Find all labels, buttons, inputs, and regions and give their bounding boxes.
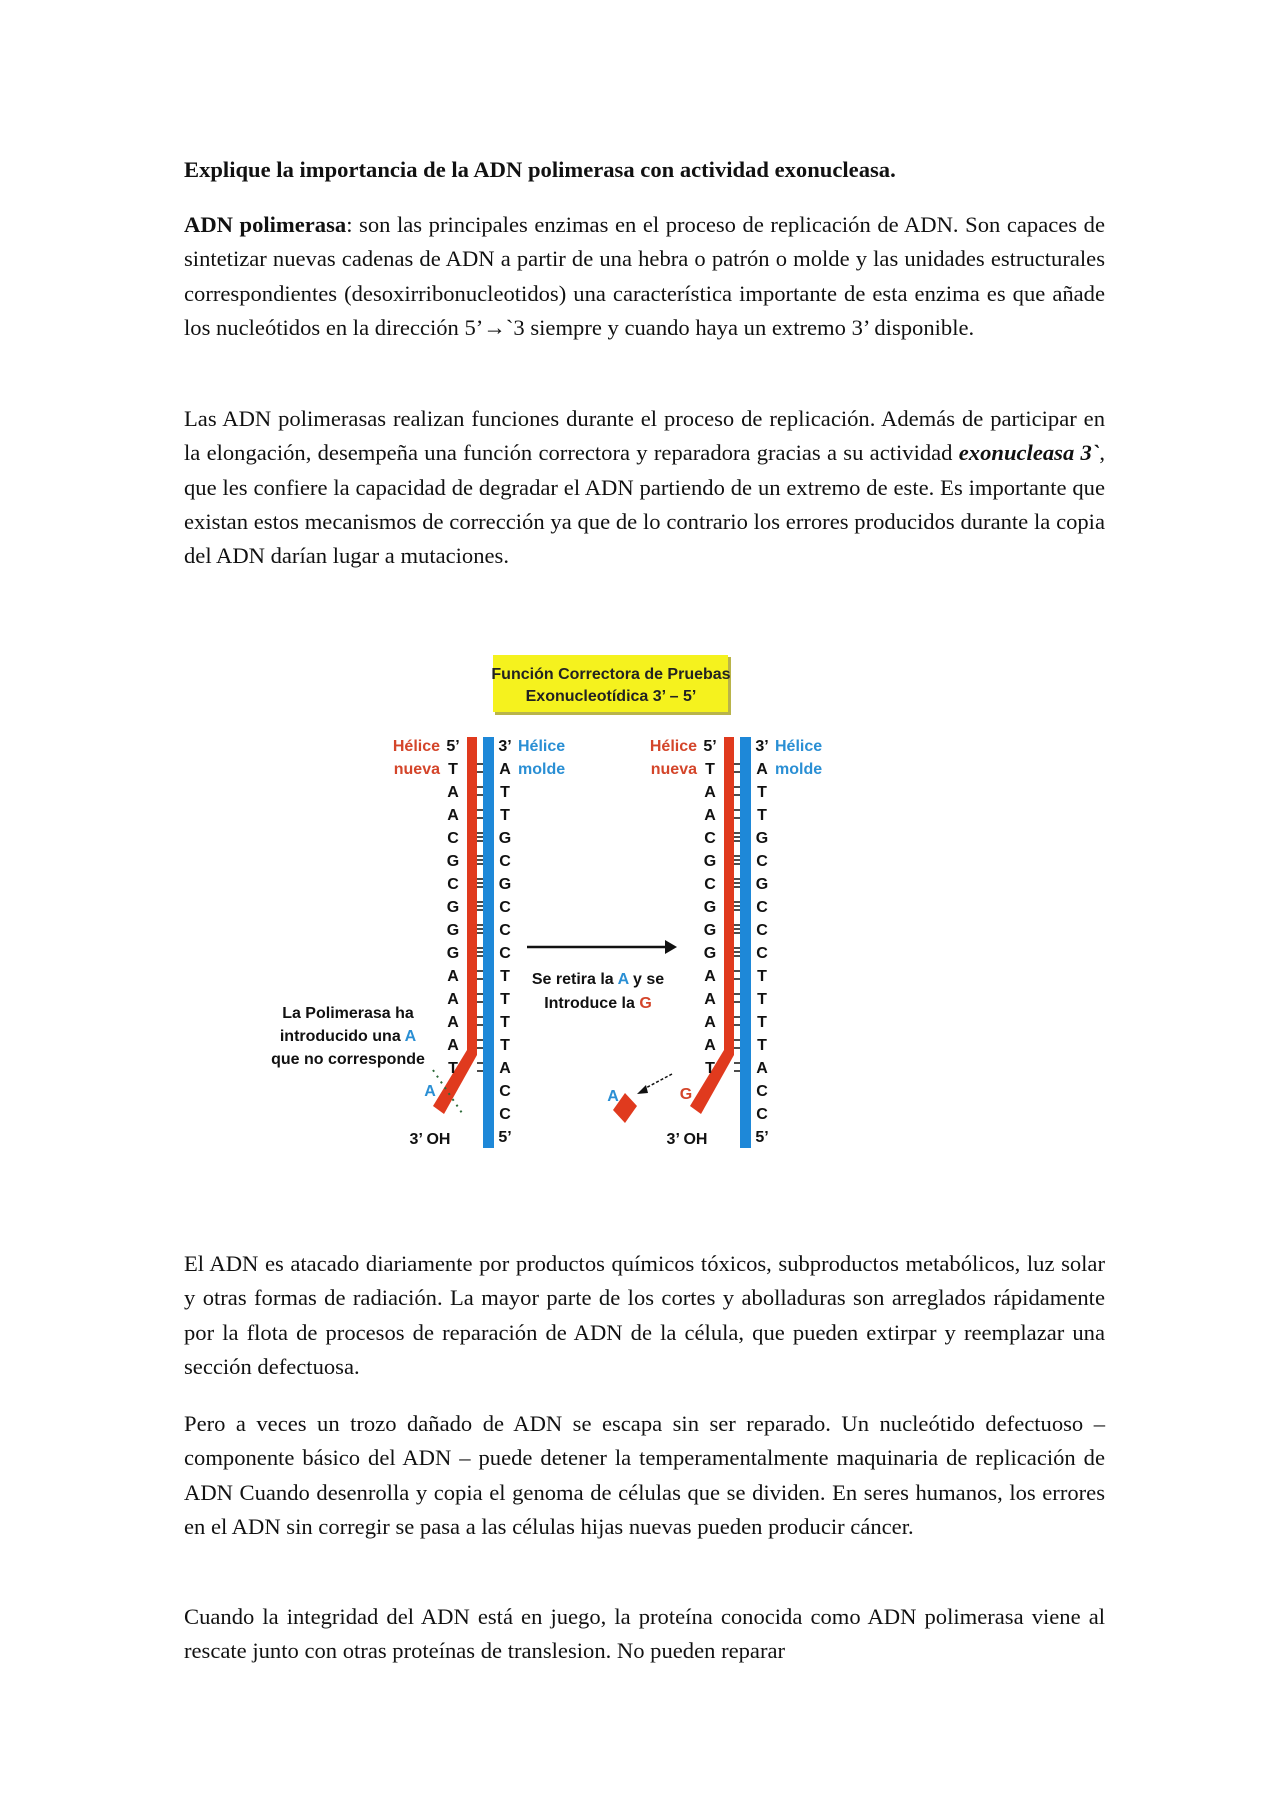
template-strand-base: T	[500, 1037, 510, 1054]
template-strand-base: T	[500, 807, 510, 824]
new-strand-base: T	[705, 761, 715, 778]
new-strand-base: 5’	[703, 738, 717, 755]
wrong-base-label: A	[424, 1083, 436, 1100]
template-strand-base: T	[757, 991, 767, 1008]
new-strand-base: A	[447, 968, 459, 985]
question-title: Explique la importancia de la ADN polimerasa con actividad exonucleasa.	[184, 157, 896, 182]
new-strand-base: A	[704, 1037, 716, 1054]
caption-middle-line-2: Introduce la G	[544, 995, 652, 1012]
new-strand-base: C	[447, 830, 459, 847]
template-strand-base: T	[500, 784, 510, 801]
new-strand-base: T	[448, 761, 458, 778]
new-strand-base: G	[446, 945, 460, 962]
template-strand-base: C	[499, 1083, 511, 1100]
new-strand-base: A	[447, 1014, 459, 1031]
new-strand-base: A	[704, 991, 716, 1008]
template-strand-base: C	[756, 899, 768, 916]
new-strand-base: C	[447, 876, 459, 893]
new-strand-base: 5’	[446, 738, 460, 755]
correct-base-label: G	[679, 1086, 693, 1103]
new-helix-label: nueva	[650, 761, 697, 778]
template-strand-base: C	[499, 945, 511, 962]
template-strand-base: T	[757, 784, 767, 801]
three-prime-oh-label: 3’ OH	[409, 1131, 451, 1148]
template-strand-base: T	[500, 991, 510, 1008]
template-strand	[740, 737, 751, 1148]
caption-left-line-1: La Polimerasa ha	[282, 1005, 414, 1022]
caption-middle-line-1: Se retira la A y se	[531, 971, 665, 988]
template-strand-base: T	[757, 807, 767, 824]
template-strand-base: G	[755, 876, 769, 893]
paragraph-text: , que les confiere la capacidad de degradar el ADN partiendo de un extremo de este. Es importante que existan estos mecanismos de corrección ya que de lo contrario los errores producidos durante la copia del ADN darían lugar a mutaciones.	[184, 440, 1105, 569]
new-strand-base: A	[447, 807, 459, 824]
new-helix-label: Hélice	[392, 738, 440, 755]
template-strand-base: C	[756, 922, 768, 939]
template-strand-base: G	[498, 876, 512, 893]
template-strand-base: C	[499, 899, 511, 916]
emphasis: exonucleasa 3`	[958, 440, 1100, 466]
template-strand-base: A	[756, 1060, 768, 1077]
paragraph-5: Cuando la integridad del ADN está en juego, la proteína conocida como ADN polimerasa viene al rescate junto con otras proteínas de translesion. No pueden reparar	[184, 1604, 1105, 1664]
template-helix-label: Hélice	[518, 738, 566, 755]
template-helix-label: molde	[518, 761, 566, 778]
paragraph-3: El ADN es atacado diariamente por productos químicos tóxicos, subproductos metabólicos, luz solar y otras formas de radiación. La mayor parte de los cortes y abolladuras son arreglados rápidamente por la flota de procesos de reparación de ADN de la célula, que pueden extirpar y reemplazar una sección defectuosa.	[184, 1251, 1105, 1379]
template-strand-base: C	[756, 945, 768, 962]
template-strand-base: G	[498, 830, 512, 847]
new-strand-base: G	[446, 853, 460, 870]
new-strand-base: A	[704, 968, 716, 985]
template-strand-base: C	[756, 853, 768, 870]
new-strand-base: A	[704, 807, 716, 824]
template-strand-base: T	[757, 968, 767, 985]
template-strand-base: G	[755, 830, 769, 847]
template-strand-base: 5’	[498, 1129, 512, 1146]
new-strand-base: G	[703, 922, 717, 939]
template-strand-base: 3’	[498, 738, 512, 755]
new-strand-base: C	[704, 830, 716, 847]
figure-title-line-2: Exonucleotídica 3’ – 5’	[525, 688, 697, 705]
template-strand-base: T	[500, 968, 510, 985]
paragraph-text: : son las principales enzimas en el proceso de replicación de ADN. Son capaces de sintetizar nuevas cadenas de ADN a partir de una hebra o patrón o molde y las unidades estructurales correspondientes (desoxirribonucleotidos) una característica importante de esta enzima es que añade los nucleótidos en la dirección	[184, 212, 1105, 340]
new-strand-base: G	[703, 899, 717, 916]
template-strand-base: 3’	[755, 738, 769, 755]
template-strand	[483, 737, 494, 1148]
new-strand-base: A	[447, 784, 459, 801]
term: ADN polimerasa	[184, 212, 347, 237]
new-strand-base: G	[446, 922, 460, 939]
new-strand	[724, 737, 734, 1055]
new-strand-base: A	[447, 1037, 459, 1054]
new-helix-label: Hélice	[649, 738, 697, 755]
process-arrowhead	[665, 940, 677, 954]
template-strand-base: A	[499, 761, 511, 778]
figure-title-line-1: Función Correctora de Pruebas	[491, 666, 731, 683]
new-strand-base: G	[446, 899, 460, 916]
template-helix-label: Hélice	[775, 738, 823, 755]
caption-left-line-2: introducido una A	[279, 1028, 417, 1045]
paragraph-text-tail: 5’→`3 siempre y cuando haya un extremo 3’ disponible.	[464, 314, 975, 340]
template-strand-base: C	[499, 1106, 511, 1123]
three-prime-oh-label: 3’ OH	[666, 1131, 708, 1148]
new-strand-base: G	[703, 945, 717, 962]
template-strand-base: T	[757, 1014, 767, 1031]
new-strand-base: C	[704, 876, 716, 893]
template-strand-base: 5’	[755, 1129, 769, 1146]
paragraph-4: Pero a veces un trozo dañado de ADN se escapa sin ser reparado. Un nucleótido defectuoso – componente básico del ADN – puede detener la temperamentalmente maquinaria de replicación de ADN Cuando desenrolla y copia el genoma de células que se dividen. En seres humanos, los errores en el ADN sin corregir se pasa a las células hijas nuevas pueden producir cáncer.	[184, 1411, 1105, 1539]
template-helix-label: molde	[775, 761, 823, 778]
template-strand-base: C	[756, 1106, 768, 1123]
template-strand-base: T	[757, 1037, 767, 1054]
template-strand-base: A	[756, 761, 768, 778]
new-strand-base: A	[704, 784, 716, 801]
caption-left-line-3: que no corresponde	[271, 1051, 425, 1068]
removal-arrowhead	[637, 1085, 648, 1094]
template-strand-base: C	[756, 1083, 768, 1100]
template-strand-base: T	[500, 1014, 510, 1031]
template-strand-base: C	[499, 853, 511, 870]
template-strand-base: A	[499, 1060, 511, 1077]
new-helix-label: nueva	[393, 761, 440, 778]
template-strand-base: C	[499, 922, 511, 939]
new-strand-base: A	[704, 1014, 716, 1031]
new-strand	[467, 737, 477, 1055]
new-strand-base: A	[447, 991, 459, 1008]
new-strand-base: T	[705, 1060, 715, 1077]
new-strand-base: G	[703, 853, 717, 870]
removed-base-label: A	[607, 1088, 619, 1105]
paragraph-text: Las ADN polimerasas realizan funciones durante el proceso de replicación. Además de participar en la elongación, desempeña una función correctora y reparadora gracias a su actividad	[184, 406, 1105, 466]
new-strand-base: T	[448, 1060, 458, 1077]
